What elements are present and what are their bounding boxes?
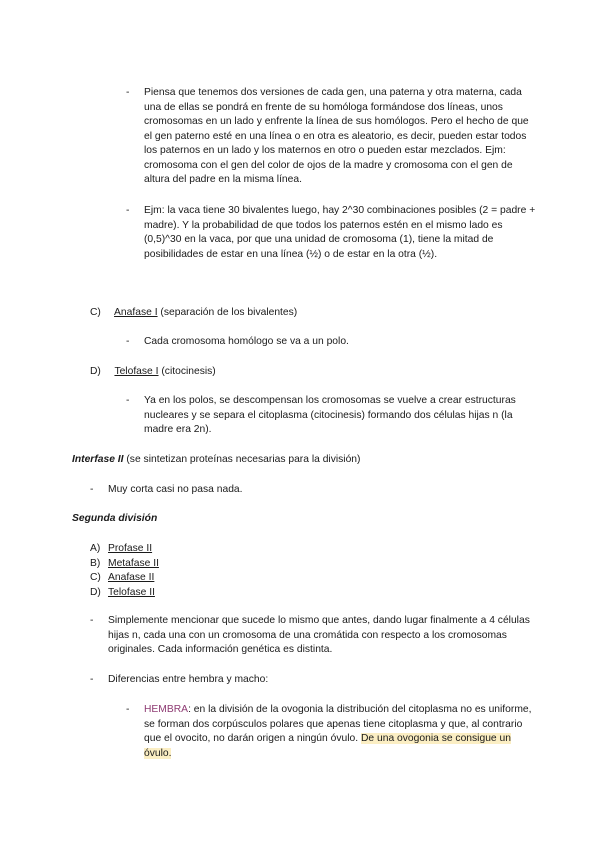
section-title: Telofase I [114, 366, 159, 377]
interfase-title: Interfase II [72, 454, 124, 465]
hembra-label: HEMBRA [144, 704, 189, 715]
bullet-text: Piensa que tenemos dos versiones de cada gen, una paterna y otra materna, cada una de ellas se pondrá en frente de su homóloga formándose dos líneas, unos cromosomas en un lado y enfrente la línea de sus homólogos. Pero el hecho de que el gen paterno esté en una línea o en otra es aleatorio, es decir, pueden estar todos los paternos en un lado y los maternos en otro o pueden estar mezclados. Ejm: cromosoma con el gen del color de ojos de la madre y cromosoma con el gen de altura del padre en la misma línea. [144, 87, 529, 185]
bullet-dash: - [90, 615, 94, 626]
phase-label: Telofase II [108, 586, 155, 598]
phase-item [90, 586, 390, 601]
section-subtitle: (citocinesis) [158, 366, 216, 377]
bullet-dash: - [90, 674, 94, 685]
bullet-text: Simplemente mencionar que sucede lo mismo que antes, dando lugar finalmente a 4 células hijas n, cada una con un cromosoma de una cromátida con respecto a los cromosomas originales. Cada información genética es distinta. [108, 615, 530, 655]
segunda-division-heading: Segunda división [72, 513, 158, 524]
bullet-dash: - [126, 87, 130, 98]
bullet-item-diferencias [90, 673, 530, 688]
bullet-text: Diferencias entre hembra y macho: [108, 674, 269, 685]
highlighted-text: De una ovogonia se consigue un óvulo. [144, 733, 511, 759]
phase-label: Metafase II [108, 557, 159, 569]
phase-marker: A) [90, 543, 101, 554]
section-telofase-i [90, 365, 530, 380]
phase-item [90, 571, 390, 586]
bullet-text: Muy corta casi no pasa nada. [108, 484, 243, 495]
bullet-dash: - [126, 205, 130, 216]
bullet-item-anafase [126, 335, 536, 350]
section-marker: D) [90, 366, 101, 377]
phase-item [90, 557, 390, 572]
bullet-item-paragraph-1 [126, 86, 536, 188]
phase-marker: B) [90, 557, 101, 569]
bullet-text: Cada cromosoma homólogo se va a un polo. [144, 336, 349, 347]
section-marker: C) [90, 307, 101, 318]
bullet-dash: - [90, 484, 94, 495]
bullet-item-simplemente [90, 614, 536, 658]
bullet-item-paragraph-2 [126, 204, 536, 262]
phase-list [90, 542, 390, 600]
interfase-subtitle: (se sintetizan proteínas necesarias para la división) [123, 454, 361, 465]
bullet-item-interfase [90, 483, 530, 498]
section-anafase-i [90, 306, 530, 321]
bullet-item-telofase [126, 394, 536, 438]
bullet-item-hembra [126, 703, 536, 761]
phase-item [90, 542, 390, 557]
bullet-text: Ya en los polos, se descompensan los cromosomas se vuelve a crear estructuras nucleares y se separa el citoplasma (citocinesis) formando dos células hijas n (la madre era 2n). [144, 395, 516, 435]
section-subtitle: (separación de los bivalentes) [157, 307, 298, 318]
bullet-text [144, 703, 536, 761]
phase-marker: C) [90, 572, 101, 583]
phase-marker: D) [90, 586, 101, 598]
phase-label: Anafase II [108, 572, 155, 583]
interfase-heading [72, 453, 542, 468]
bullet-text: Ejm: la vaca tiene 30 bivalentes luego, hay 2^30 combinaciones posibles (2 = padre + madre). Y la probabilidad de que todos los paternos estén en el mismo lado es (0,5)^30 en la vaca, por que una unidad de cromosoma (1), tiene la mitad de posibilidades de estar en una línea (½) o de estar en la otra (½). [144, 205, 536, 260]
hembra-text: : en la división de la ovogonia la distribución del citoplasma no es uniforme, se forman dos corpúsculos polares que apenas tiene citoplasma y que, al contrario que el ovocito, no darán origen a ningún óvulo. [144, 704, 532, 744]
bullet-dash: - [126, 704, 130, 715]
bullet-dash: - [126, 336, 130, 347]
section-title: Anafase I [114, 307, 158, 318]
bullet-dash: - [126, 395, 130, 406]
phase-label: Profase II [108, 543, 153, 554]
